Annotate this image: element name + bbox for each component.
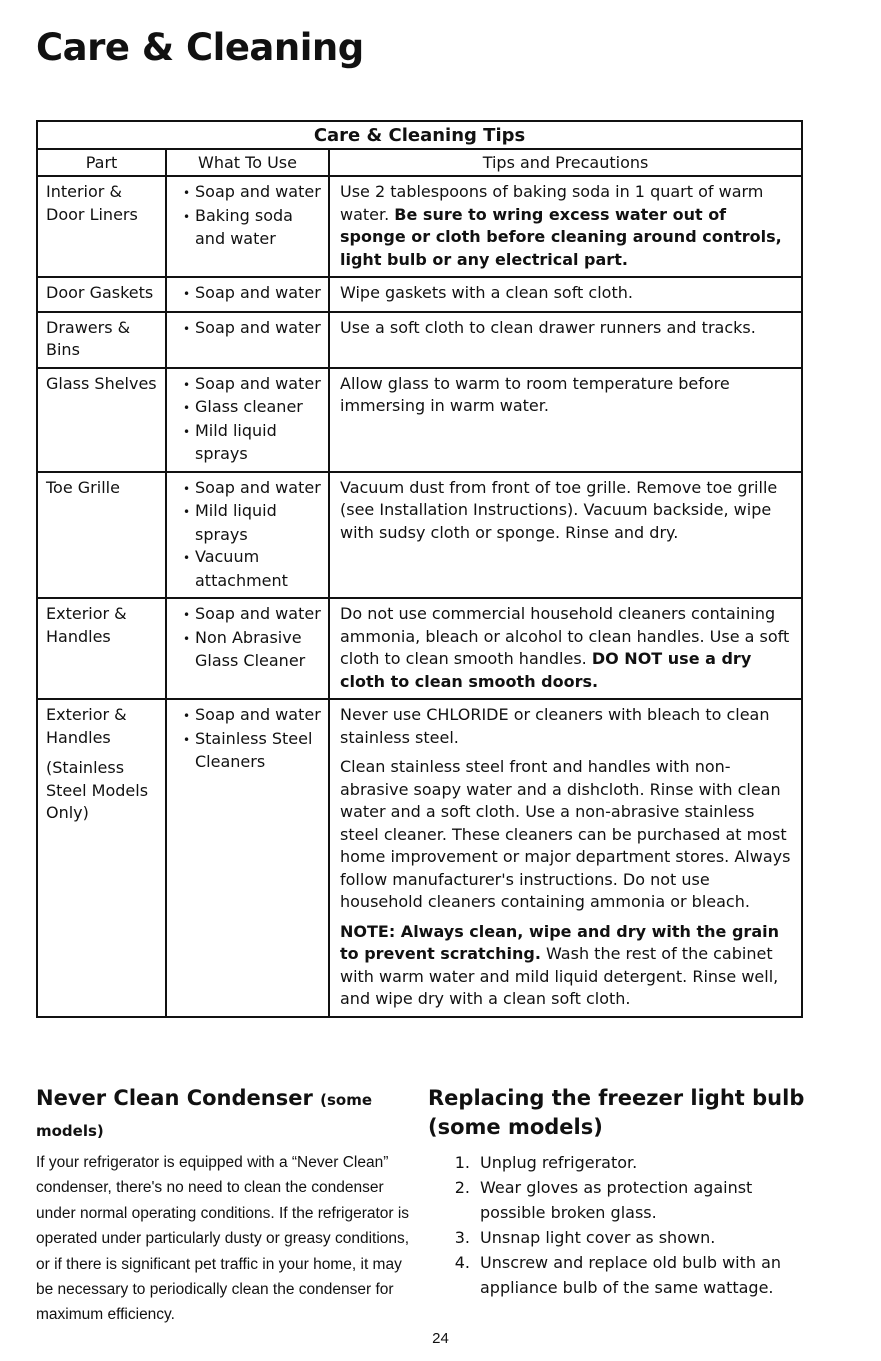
supply-item: • Soap and water (183, 603, 322, 627)
table-row (37, 277, 802, 312)
step-number: 4. (454, 1253, 470, 1272)
part-name: Exterior & Handles (46, 705, 127, 747)
step-text: Unplug refrigerator. (480, 1153, 638, 1172)
what-to-use-cell (166, 699, 329, 1017)
supply-list (183, 282, 322, 306)
part-cell (37, 699, 166, 1017)
tip-paragraph: Never use CHLORIDE or cleaners with bleach to clean stainless steel. (340, 705, 770, 747)
condenser-body: If your refrigerator is equipped with a “Never Clean” condenser, there's no need to clean the condenser under normal operating conditions. If the refrigerator is operated under particularly dusty or greasy conditions, or if there is significant pet traffic in your home, it may be necessary to periodically clean the condenser for maximum efficiency. (36, 1154, 410, 1324)
tip-warning: Be sure to wring excess water out of sponge or cloth before cleaning around controls, light bulb or any electrical part. (340, 204, 782, 269)
what-to-use-cell (166, 277, 329, 312)
step-text: Unsnap light cover as shown. (480, 1228, 716, 1247)
table-row (37, 472, 802, 599)
step-number: 1. (454, 1153, 470, 1172)
bulb-title-note: (some models) (428, 1115, 603, 1139)
supply-item: • Soap and water (183, 317, 322, 341)
supply-item: • Soap and water (183, 181, 322, 205)
what-to-use-cell (166, 312, 329, 368)
supply-item: • Soap and water (183, 704, 322, 728)
what-to-use-cell (166, 472, 329, 599)
supply-item: • Mild liquid sprays (183, 500, 322, 546)
condenser-title: Never Clean Condenser (36, 1086, 313, 1110)
header-part: Part (37, 149, 166, 177)
table-caption: Care & Cleaning Tips (37, 121, 802, 149)
tips-cell: Use a soft cloth to clean drawer runners and tracks. (329, 312, 802, 368)
supply-list (183, 704, 322, 774)
tip-warning: DO NOT use a dry cloth to clean smooth doors. (340, 649, 752, 691)
table-row (37, 368, 802, 472)
step-number: 2. (454, 1178, 470, 1197)
supply-list (183, 317, 322, 341)
tips-cell: Allow glass to warm to room temperature before immersing in warm water. (329, 368, 802, 472)
condenser-heading (36, 1084, 416, 1146)
care-cleaning-tips-table (36, 120, 803, 1018)
supply-item: • Mild liquid sprays (183, 420, 322, 466)
step-text: Wear gloves as protection against possible broken glass. (480, 1178, 753, 1222)
what-to-use-cell (166, 176, 329, 277)
what-to-use-cell (166, 598, 329, 699)
bulb-heading (428, 1084, 818, 1142)
tips-cell: Wipe gaskets with a clean soft cloth. (329, 277, 802, 312)
supply-item: • Soap and water (183, 373, 322, 397)
supply-list (183, 181, 322, 251)
step-number: 3. (454, 1228, 470, 1247)
bulb-title: Replacing the freezer light bulb (428, 1086, 805, 1110)
part-cell: Exterior & Handles (37, 598, 166, 699)
table-row (37, 699, 802, 1017)
part-cell: Interior & Door Liners (37, 176, 166, 277)
part-cell: Drawers & Bins (37, 312, 166, 368)
part-note: (Stainless Steel Models Only) (46, 758, 149, 822)
tip-text: Wash the rest of the cabinet with warm water and mild liquid detergent. Rinse well, and wipe dry with a clean soft cloth. (340, 944, 779, 1008)
supply-list (183, 603, 322, 673)
freezer-light-bulb-section (428, 1084, 818, 1300)
header-what-to-use: What To Use (166, 149, 329, 177)
table-row (37, 312, 802, 368)
bulb-steps-list (428, 1150, 818, 1300)
part-cell: Door Gaskets (37, 277, 166, 312)
condenser-title-note: (some models) (36, 1091, 373, 1140)
tip-paragraph (340, 921, 795, 1011)
list-item (428, 1150, 818, 1175)
supply-item: • Stainless Steel Cleaners (183, 728, 322, 774)
list-item (428, 1175, 818, 1225)
list-item (428, 1250, 818, 1300)
tip-text: Do not use commercial household cleaners containing ammonia, bleach or alcohol to clean handles. Use a soft cloth to clean smooth handles. (340, 604, 790, 668)
supply-item: • Soap and water (183, 282, 322, 306)
never-clean-condenser-section (36, 1084, 416, 1328)
part-cell: Toe Grille (37, 472, 166, 599)
what-to-use-cell (166, 368, 329, 472)
list-item (428, 1225, 818, 1250)
table-row (37, 176, 802, 277)
page-number: 24 (432, 1330, 449, 1347)
tip-text: Use 2 tablespoons of baking soda in 1 quart of warm water. (340, 182, 764, 224)
tips-cell (329, 176, 802, 277)
supply-list (183, 477, 322, 593)
tip-note: NOTE: Always clean, wipe and dry with the grain to prevent scratching. (340, 921, 779, 963)
step-text: Unscrew and replace old bulb with an appliance bulb of the same wattage. (480, 1253, 782, 1297)
supply-item: • Vacuum attachment (183, 546, 322, 592)
supply-item: • Baking soda and water (183, 205, 322, 251)
supply-item: • Non Abrasive Glass Cleaner (183, 627, 322, 673)
tip-paragraph: Clean stainless steel front and handles with non-abrasive soapy water and a dishcloth. Rinse with clean water and a soft cloth. Use a non-abrasive stainless steel cleaner. These cleaners can be purchased at most home improvement or major department stores. Always follow manufacturer's instructions. Do not use household cleaners containing ammonia or bleach. (340, 757, 791, 911)
part-cell: Glass Shelves (37, 368, 166, 472)
page-title: Care & Cleaning (36, 26, 364, 69)
supply-item: • Soap and water (183, 477, 322, 501)
tips-cell: Vacuum dust from front of toe grille. Remove toe grille (see Installation Instructions). Vacuum backside, wipe with sudsy cloth or sponge. Rinse and dry. (329, 472, 802, 599)
table-header-row (37, 149, 802, 177)
supply-list (183, 373, 322, 466)
tips-cell (329, 699, 802, 1017)
supply-item: • Glass cleaner (183, 396, 322, 420)
table-row (37, 598, 802, 699)
header-tips: Tips and Precautions (329, 149, 802, 177)
tips-cell (329, 598, 802, 699)
